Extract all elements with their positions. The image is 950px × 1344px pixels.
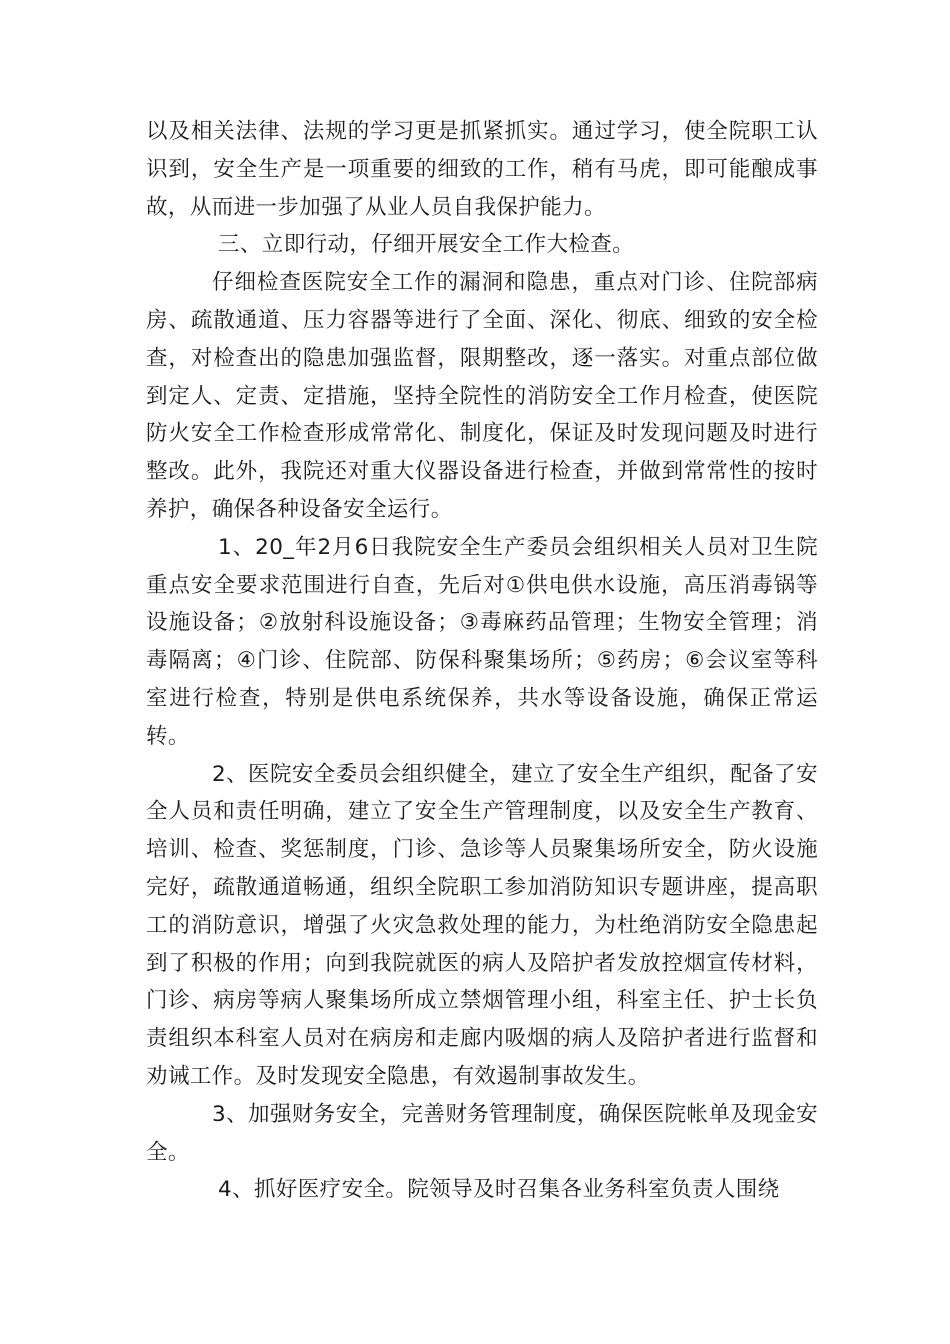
document-body xyxy=(146,113,818,1209)
item-2-paragraph: 2、医院安全委员会组织健全，建立了安全生产组织，配备了安全人员和责任明确，建立了安全生产管理制度，以及安全生产教育、培训、检查、奖惩制度，门诊、急诊等人员聚集场所安全，防火设施完好，疏散通道畅通，组织全院职工参加消防知识专题讲座，提高职工的消防意识，增强了火灾急救处理的能力，为杜绝消防安全隐患起到了积极的作用；向到我院就医的病人及陪护者发放控烟宣传材料，门诊、病房等病人聚集场所成立禁烟管理小组，科室主任、护士长负责组织本科室人员对在病房和走廊内吸烟的病人及陪护者进行监督和劝诫工作。及时发现安全隐患，有效遏制事故发生。 xyxy=(146,761,818,1089)
item-4-paragraph: 4、抓好医疗安全。院领导及时召集各业务科室负责人围绕 xyxy=(218,1177,780,1203)
item-3-paragraph: 3、加强财务安全，完善财务管理制度，确保医院帐单及现金安全。 xyxy=(146,1101,818,1165)
item-1-paragraph: 1、20_年2月6日我院安全生产委员会组织相关人员对卫生院重点安全要求范围进行自查，先后对①供电供水设施，高压消毒锅等设施设备；②放射科设施设备；③毒麻药品管理；生物安全管理；消毒隔离；④门诊、住院部、防保科聚集场所；⑤药房；⑥会议室等科室进行检查，特别是供电系统保养，共水等设备设施，确保正常运转。 xyxy=(146,534,818,749)
section-heading-3: 三、立即行动，仔细开展安全工作大检查。 xyxy=(218,232,635,258)
paragraph-inspection: 仔细检查医院安全工作的漏洞和隐患，重点对门诊、住院部病房、疏散通道、压力容器等进行了全面、深化、彻底、细致的安全检查，对检查出的隐患加强监督，限期整改，逐一落实。对重点部位做到定人、定责、定措施，坚持全院性的消防安全工作月检查，使医院防火安全工作检查形成常常化、制度化，保证及时发现问题及时进行整改。此外，我院还对重大仪器设备进行检查，并做到常常性的按时养护，确保各种设备安全运行。 xyxy=(146,270,818,522)
paragraph-continued: 以及相关法律、法规的学习更是抓紧抓实。通过学习，使全院职工认识到，安全生产是一项重要的细致的工作，稍有马虎，即可能酿成事故，从而进一步加强了从业人员自我保护能力。 xyxy=(146,119,818,220)
